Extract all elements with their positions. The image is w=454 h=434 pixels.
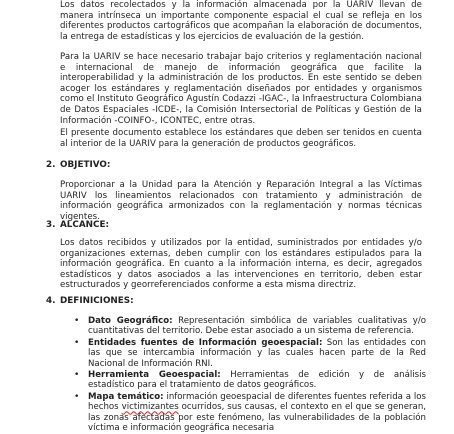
paragraph-intro: Los datos recolectados y la información almacenada por la UARIV llevan de manera intrínseca un importante componente espacial el cual se refleja en los diferentes productos cartográficos que acompañan la elaboración de documentos, la entrega de estadísticas y los ejercicios de evaluación de la gestión.: [60, 0, 422, 42]
definition-text: ocurridos, sus causas, el contexto en el que se generan, las zonas afectadas por este fenómeno, las vulnerabilidades de la población víctima e información geográfica necesaria: [88, 402, 427, 434]
list-item: [74, 338, 426, 369]
heading-label: ALCANCE:: [60, 220, 110, 230]
bullet-icon: •: [74, 391, 80, 402]
bullet-icon: •: [74, 337, 80, 348]
definition-term: Dato Geográfico:: [88, 316, 173, 326]
definition-text: Herramientas de edición y de análisis estadístico para el tratamiento de datos geográficos.: [88, 370, 426, 391]
heading-number: 4.: [46, 296, 56, 306]
definition-text: información geoespacial de diferentes fuentes referida a los hechos: [88, 391, 426, 413]
list-item: [74, 370, 426, 391]
paragraph-scope-document: El presente documento establece los estándares que deben ser tenidos en cuenta al interior de la UARIV para la generación de productos geográficos.: [60, 128, 422, 149]
paragraph-standards: Para la UARIV se hace necesario trabajar bajo criterios y reglamentación nacional e internacional de manejo de información geográfica que facilite la interoperabilidad y la administración de los productos. En este sentido se deben acoger los estándares y reglamentación diseñados por entidades y organismos como el Instituto Geográfico Agustín Codazzi -IGAC-, la Infraestructura Colombiana de Datos Espaciales -ICDE-, la Comisión Intersectorial de Políticas y Gestión de la Información -COINFO-, ICONTEC, entre otras.: [60, 52, 422, 126]
spellcheck-word: victimizantes: [121, 402, 179, 413]
heading-number: 2.: [46, 160, 56, 170]
heading-number: 3.: [46, 220, 56, 230]
definition-text: Representación simbólica de variables cualitativas y/o cuantitativas del territorio. Debe estar asociado a un sistema de referencia.: [88, 316, 426, 337]
paragraph-objetivo: Proporcionar a la Unidad para la Atención y Reparación Integral a las Víctimas UARIV los lineamientos relacionados con tratamiento y administración de información geográfica armonizados con la reglamentación y normas técnicas vigentes.: [60, 180, 422, 222]
definition-term: Herramienta Geoespacial:: [88, 370, 221, 381]
bullet-icon: •: [74, 370, 80, 381]
heading-definiciones: [46, 296, 134, 307]
heading-label: DEFINICIONES:: [60, 296, 134, 306]
list-item: [74, 392, 426, 434]
definition-term: Entidades fuentes de Información geoespacial:: [88, 337, 323, 348]
heading-label: OBJETIVO:: [60, 160, 111, 170]
definition-text: Son las entidades con las que se intercambia información y las cuales hacen parte de la Red Nacional de Información RNI.: [88, 337, 426, 369]
definition-term: Mapa temático:: [88, 391, 164, 402]
heading-alcance: [46, 220, 109, 231]
list-item: [74, 316, 426, 337]
paragraph-alcance: Los datos recibidos y utilizados por la entidad, suministrados por entidades y/o organizaciones externas, deben cumplir con los estándares estipulados para la información geográfica. En cuanto a la información interna, es decir, agregados estadísticos y datos asociados a las intervenciones en territorio, deben estar estructurados y georreferenciados conforme a esta misma directriz.: [60, 238, 422, 291]
heading-objetivo: [46, 160, 110, 171]
bullet-icon: •: [74, 316, 80, 326]
definitions-list: [74, 316, 426, 434]
